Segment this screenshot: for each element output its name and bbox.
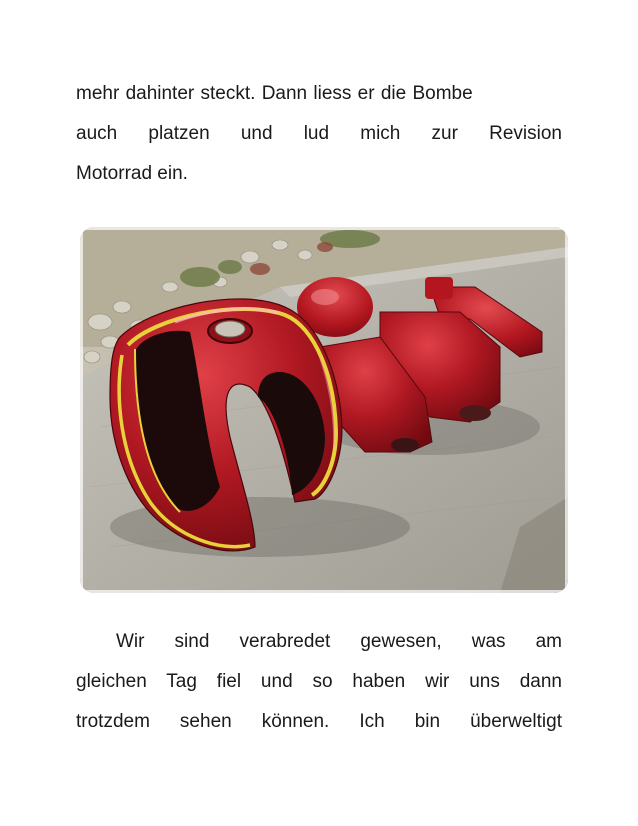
- text-line: mehr dahinter steckt. Dann liess er die Bombe: [76, 83, 473, 104]
- paragraph-bottom: [76, 622, 562, 742]
- text-line: trotzdem sehen können. Ich bin überweltigt: [76, 711, 562, 732]
- text-line: Wir sind verabredet gewesen, was am: [116, 631, 562, 652]
- text-line: auch platzen und lud mich zur Revision: [76, 123, 562, 144]
- text-line: gleichen Tag fiel und so haben wir uns dann: [76, 671, 562, 692]
- paragraph-top: [76, 74, 562, 194]
- motorcycle-parts-photo: [80, 227, 568, 593]
- text-line: Motorrad ein.: [76, 163, 188, 184]
